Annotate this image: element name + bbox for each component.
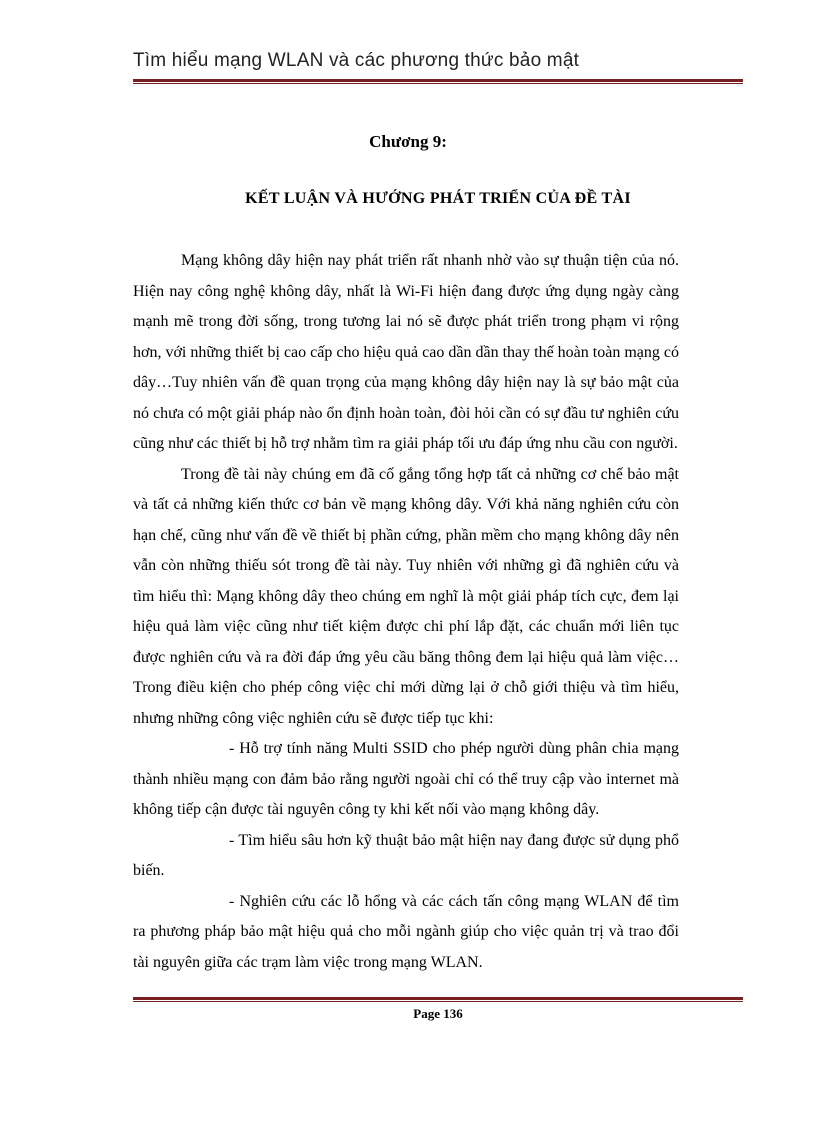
chapter-title: KẾT LUẬN VÀ HƯỚNG PHÁT TRIỂN CỦA ĐỀ TÀI <box>245 190 631 207</box>
page-number: Page 136 <box>413 1006 463 1021</box>
body-paragraph-1: Mạng không dây hiện nay phát triển rất nhanh nhờ vào sự thuận tiện của nó. Hiện nay công nghệ không dây, nhất là Wi-Fi hiện đang được ứng dụng ngày càng mạnh mẽ trong đời sống, trong tương lai nó sẽ được phát triển trong phạm vi rộng hơn, với những thiết bị cao cấp cho hiệu quả cao dần dần thay thế hoàn toàn mạng có dây…Tuy nhiên vấn đề quan trọng của mạng không dây hiện nay là sự bảo mật của nó chưa có một giải pháp nào ổn định hoàn toàn, đòi hỏi cần có sự đầu tư nghiên cứu cũng như các thiết bị hỗ trợ nhằm tìm ra giải pháp tối ưu đáp ứng nhu cầu con người. <box>133 252 679 452</box>
chapter-body <box>133 246 679 978</box>
bullet-item-1: - Hỗ trợ tính năng Multi SSID cho phép người dùng phân chia mạng thành nhiều mạng con đảm bảo rằng người ngoài chỉ có thể truy cập vào internet mà không tiếp cận được tài nguyên công ty khi kết nối vào mạng không dây. <box>133 740 679 818</box>
bullet-item-2: - Tìm hiểu sâu hơn kỹ thuật bảo mật hiện nay đang được sử dụng phổ biến. <box>133 831 679 879</box>
running-header-title: Tìm hiểu mạng WLAN và các phương thức bảo mật <box>133 50 580 71</box>
chapter-number: Chương 9: <box>369 132 447 151</box>
body-paragraph-2: Trong đề tài này chúng em đã cố gắng tổng hợp tất cả những cơ chế bảo mật và tất cả những kiến thức cơ bản về mạng không dây. Với khả năng nghiên cứu còn hạn chế, cũng như vấn đề về thiết bị phần cứng, phần mềm cho mạng không dây nên vẫn còn những thiếu sót trong đề tài này. Tuy nhiên với những gì đã nghiên cứu và tìm hiểu thì: Mạng không dây theo chúng em nghĩ là một giải pháp tích cực, đem lại hiệu quả làm việc cũng như tiết kiệm được chi phí lắp đặt, các chuẩn mới liên tục được nghiên cứu và ra đời đáp ứng yêu cầu băng thông đem lại hiệu quả làm việc… Trong điều kiện cho phép công việc chỉ mới dừng lại ở chỗ giới thiệu và tìm hiểu, nhưng những công việc nghiên cứu sẽ được tiếp tục khi: <box>133 465 679 727</box>
bullet-item-3: - Nghiên cứu các lỗ hổng và các cách tấn công mạng WLAN để tìm ra phương pháp bảo mật hiệu quả cho mỗi ngành giúp cho việc quản trị và trao đổi tài nguyên giữa các trạm làm việc trong mạng WLAN. <box>133 892 679 971</box>
footer-divider <box>133 997 743 1002</box>
header-divider <box>133 79 743 84</box>
